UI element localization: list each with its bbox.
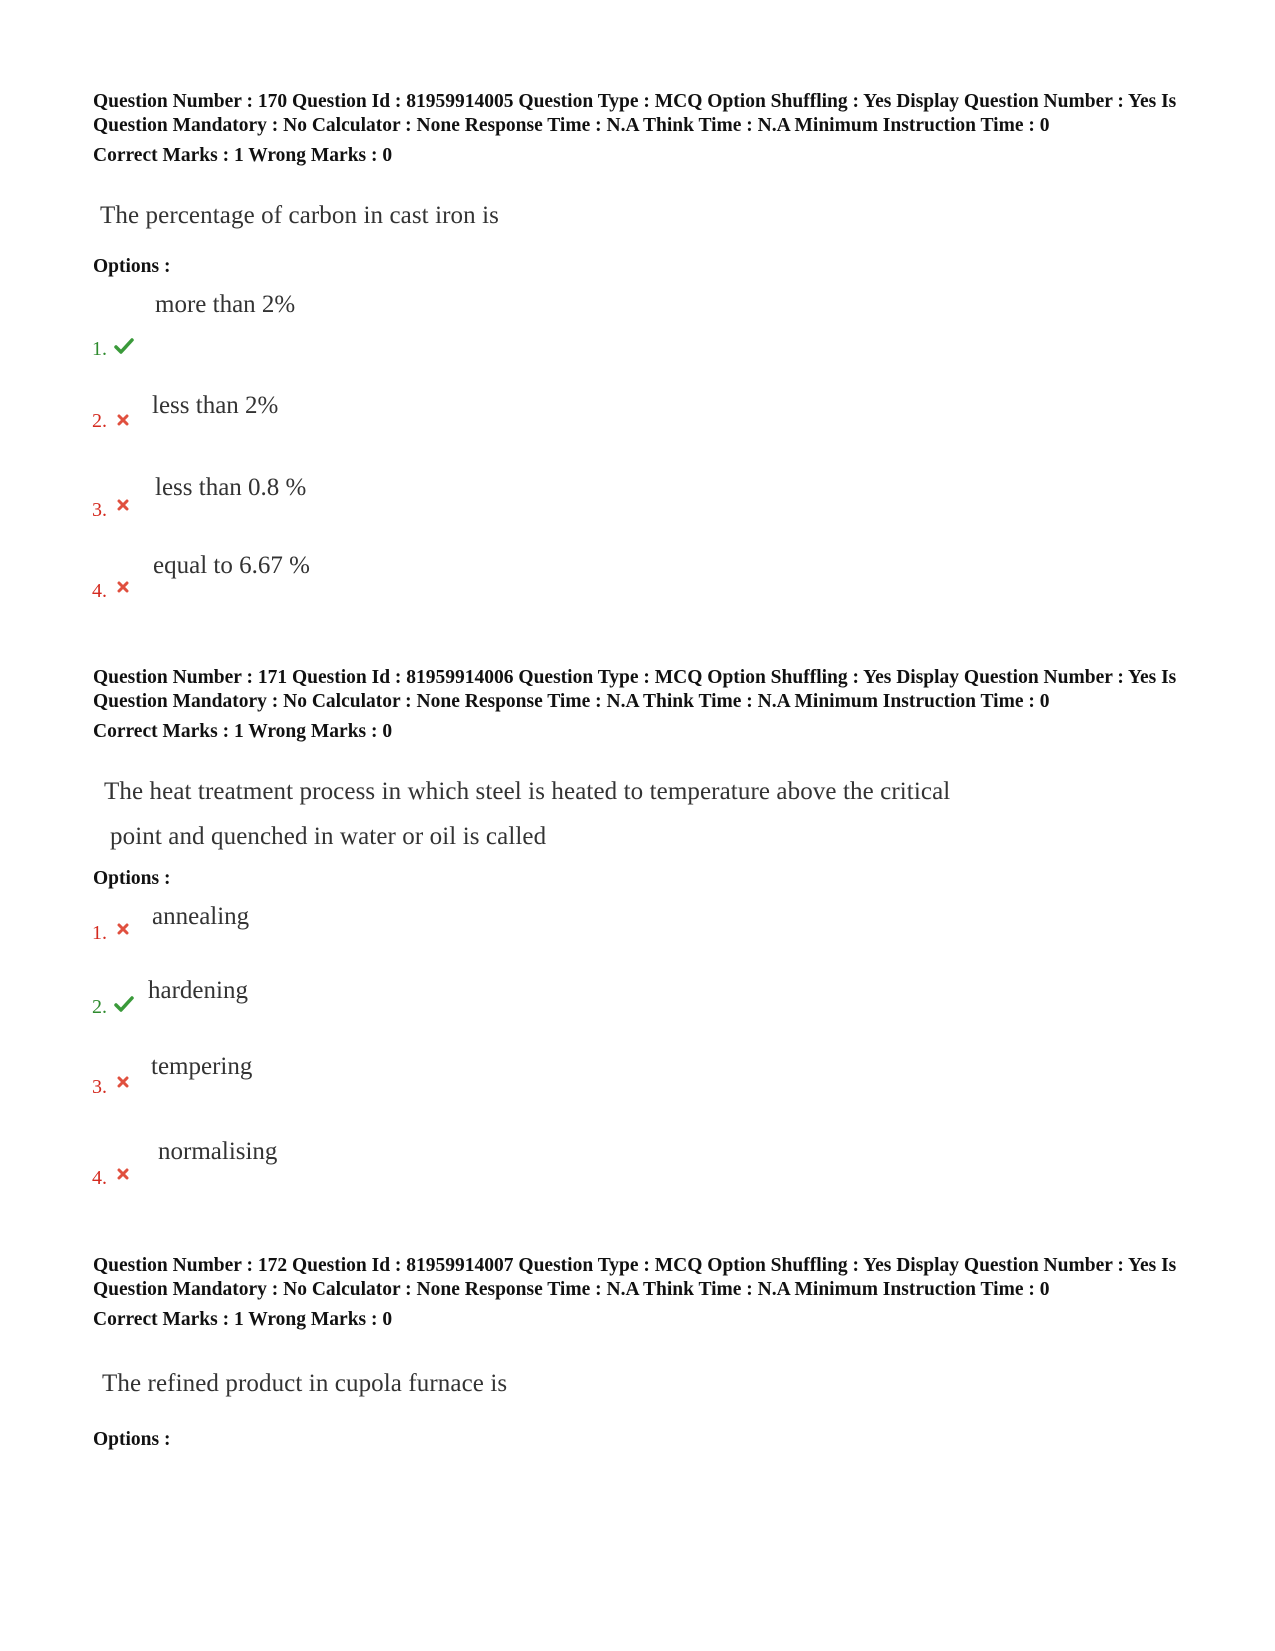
- option-number: 4.: [92, 580, 107, 602]
- option-number: 3.: [92, 499, 107, 521]
- question-meta: Question Number : 172 Question Id : 81959914007 Question Type : MCQ Option Shuffling : Yes Display Question Number : Yes Is Question Mandatory : No Calculator : None Response Time : N.A Think Time : N.A Minimum Instruction Time : 0: [93, 1255, 1177, 1300]
- option-text: normalising: [158, 1138, 278, 1165]
- option-text: tempering: [151, 1053, 253, 1080]
- cross-icon: [117, 1075, 129, 1093]
- cross-icon: [117, 1167, 129, 1185]
- question-text: The refined product in cupola furnace is: [102, 1370, 508, 1397]
- question-text: point and quenched in water or oil is called: [110, 823, 547, 850]
- options-label: Options :: [93, 868, 171, 889]
- options-label: Options :: [93, 256, 171, 277]
- option-text: hardening: [148, 977, 248, 1004]
- cross-icon: [117, 498, 129, 516]
- question-172-header: [93, 1254, 1183, 1332]
- option-text: equal to 6.67 %: [153, 552, 310, 579]
- question-170-header: [93, 90, 1183, 168]
- question-marks: Correct Marks : 1 Wrong Marks : 0: [93, 145, 393, 166]
- question-meta: Question Number : 171 Question Id : 81959914006 Question Type : MCQ Option Shuffling : Yes Display Question Number : Yes Is Question Mandatory : No Calculator : None Response Time : N.A Think Time : N.A Minimum Instruction Time : 0: [93, 667, 1177, 712]
- question-marks: Correct Marks : 1 Wrong Marks : 0: [93, 721, 393, 742]
- cross-icon: [117, 413, 129, 431]
- check-icon: [114, 337, 134, 360]
- option-number: 3.: [92, 1076, 107, 1098]
- option-text: annealing: [152, 903, 250, 930]
- cross-icon: [117, 580, 129, 598]
- option-text: more than 2%: [155, 291, 296, 318]
- question-text: The heat treatment process in which steel is heated to temperature above the critical: [104, 778, 951, 805]
- question-text: The percentage of carbon in cast iron is: [100, 202, 499, 229]
- option-number: 1.: [92, 922, 107, 944]
- question-marks: Correct Marks : 1 Wrong Marks : 0: [93, 1309, 393, 1330]
- option-text: less than 0.8 %: [155, 474, 307, 501]
- option-text: less than 2%: [152, 392, 279, 419]
- options-label: Options :: [93, 1429, 171, 1450]
- question-meta: Question Number : 170 Question Id : 81959914005 Question Type : MCQ Option Shuffling : Yes Display Question Number : Yes Is Question Mandatory : No Calculator : None Response Time : N.A Think Time : N.A Minimum Instruction Time : 0: [93, 91, 1177, 136]
- question-171-header: [93, 666, 1183, 744]
- option-number: 1.: [92, 338, 107, 360]
- check-icon: [114, 995, 134, 1018]
- option-number: 2.: [92, 410, 107, 432]
- option-number: 4.: [92, 1167, 107, 1189]
- option-number: 2.: [92, 996, 107, 1018]
- cross-icon: [117, 922, 129, 940]
